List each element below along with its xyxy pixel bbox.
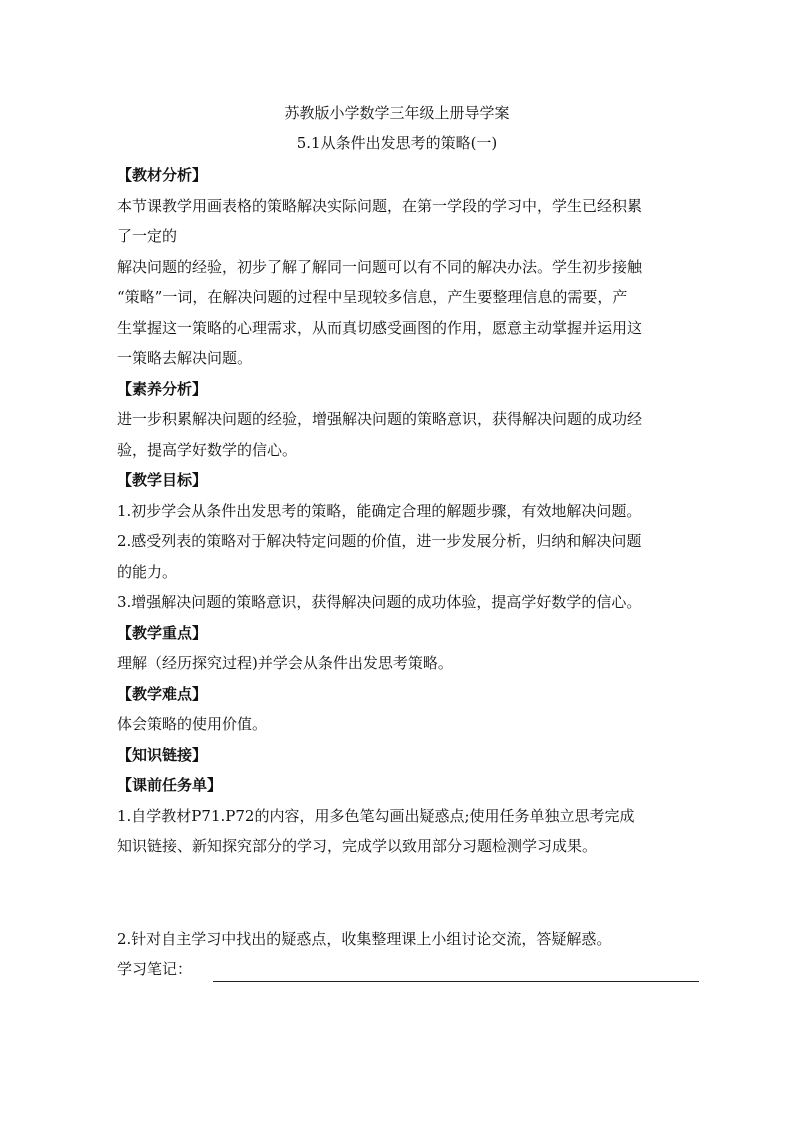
heading-pre-class-tasks: 【课前任务单】 [117, 776, 223, 794]
body-line: 验，提高学好数学的信心。 [117, 440, 298, 459]
goal-item: 1.初步学会从条件出发思考的策略，能确定合理的解题步骤，有效地解决问题。 [117, 501, 642, 520]
notes-writing-line [213, 981, 699, 982]
body-line: 解决问题的经验，初步了解了解同一问题可以有不同的解决办法。学生初步接触 [117, 257, 643, 276]
heading-literacy-analysis: 【素养分析】 [117, 379, 208, 398]
goal-item: 2.感受列表的策略对于解决特定问题的价值，进一步发展分析，归纳和解决问题 [117, 532, 642, 550]
heading-knowledge-link: 【知识链接】 [117, 745, 208, 764]
goal-item: 3.增强解决问题的策略意识，获得解决问题的成功体验，提高学好数学的信心。 [117, 593, 642, 611]
heading-teaching-goals: 【教学目标】 [117, 471, 208, 489]
document-body [117, 160, 682, 985]
heading-key-points: 【教学重点】 [117, 623, 208, 642]
heading-difficulties: 【教学难点】 [117, 684, 208, 703]
body-line: 进一步积累解决问题的经验，增强解决问题的策略意识，获得解决问题的成功经 [117, 410, 643, 428]
lesson-subtitle: 5.1从条件出发思考的策略(一) [296, 134, 498, 152]
study-notes-row [117, 954, 682, 985]
goal-item: 的能力。 [117, 562, 178, 581]
study-notes-label: 学习笔记： [117, 960, 193, 978]
document-title: 苏教版小学数学三年级上册导学案 [284, 104, 510, 122]
task-item: 知识链接、新知探究部分的学习，完成学以致用部分习题检测学习成果。 [117, 837, 598, 855]
body-line: 体会策略的使用价值。 [117, 715, 268, 733]
body-line: 理解（经历探究过程)并学会从条件出发思考策略。 [117, 654, 453, 672]
body-line: “策略”一词，在解决问题的过程中呈现较多信息，产生要整理信息的需要，产 [117, 288, 628, 306]
body-line: 了一定的 [117, 227, 178, 245]
task-item: 2.针对自主学习中找出的疑惑点，收集整理课上小组讨论交流，答疑解惑。 [117, 929, 612, 948]
blank-space [117, 862, 682, 924]
heading-material-analysis: 【教材分析】 [117, 166, 208, 184]
body-line: 本节课教学用画表格的策略解决实际问题，在第一学段的学习中，学生已经积累 [117, 196, 643, 215]
body-line: 生掌握这一策略的心理需求，从而真切感受画图的作用，愿意主动掌握并运用这 [117, 318, 643, 337]
task-item: 1.自学教材P71.P72的内容，用多色笔勾画出疑惑点;使用任务单独立思考完成 [117, 806, 635, 825]
body-line: 一策略去解决问题。 [117, 349, 253, 367]
